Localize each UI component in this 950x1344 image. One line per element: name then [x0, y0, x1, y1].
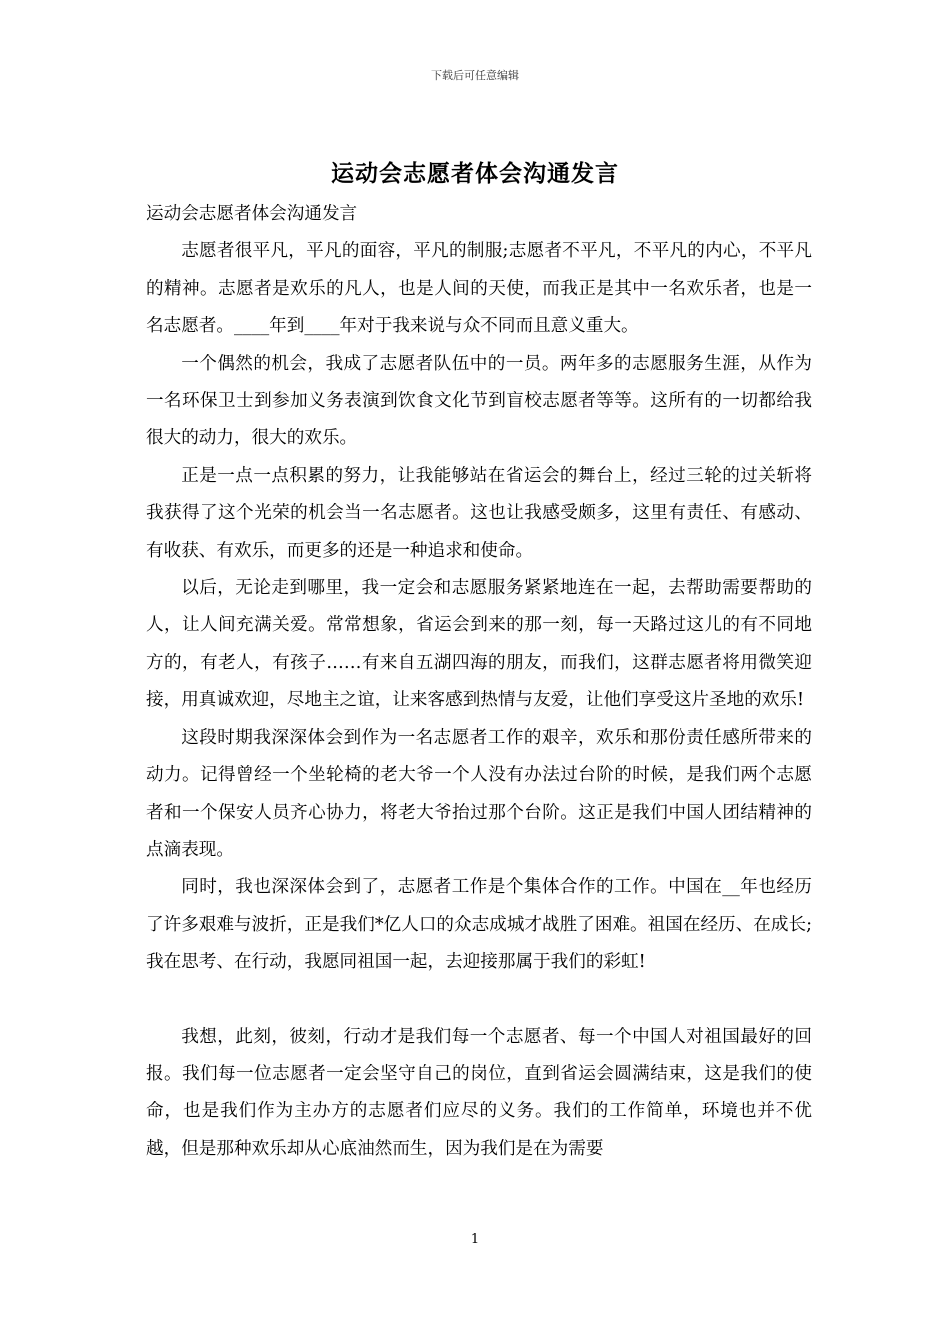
- paragraph: 我想，此刻，彼刻，行动才是我们每一个志愿者、每一个中国人对祖国最好的回报。我们每一位志愿者一定会坚守自己的岗位，直到省运会圆满结束，这是我们的使命，也是我们作为主办方的志愿者们应尽的义务。我们的工作简单，环境也并不优越，但是那种欢乐却从心底油然而生，因为我们是在为需要: [146, 1026, 812, 1159]
- document-title: 运动会志愿者体会沟通发言: [331, 160, 619, 187]
- document-body: [146, 196, 812, 1168]
- paragraph: 同时，我也深深体会到了，志愿者工作是个集体合作的工作。中国在__年也经历了许多艰难与波折，正是我们*亿人口的众志成城才战胜了困难。祖国在经历、在成长;我在思考、在行动，我愿同祖国一起，去迎接那属于我们的彩虹!: [146, 877, 812, 973]
- paragraph: 这段时期我深深体会到作为一名志愿者工作的艰辛，欢乐和那份责任感所带来的动力。记得曾经一个坐轮椅的老大爷一个人没有办法过台阶的时候，是我们两个志愿者和一个保安人员齐心协力，将老大爷抬过那个台阶。这正是我们中国人团结精神的点滴表现。: [146, 727, 812, 860]
- header-note: 下载后可任意编辑: [431, 69, 519, 82]
- paragraph: 正是一点一点积累的努力，让我能够站在省运会的舞台上，经过三轮的过关斩将我获得了这个光荣的机会当一名志愿者。这也让我感受颇多，这里有责任、有感动、有收获、有欢乐，而更多的还是一种追求和使命。: [146, 465, 812, 561]
- paragraph: 志愿者很平凡，平凡的面容，平凡的制服;志愿者不平凡，不平凡的内心，不平凡的精神。志愿者是欢乐的凡人，也是人间的天使，而我正是其中一名欢乐者，也是一名志愿者。____年到____年对于我来说与众不同而且意义重大。: [146, 241, 812, 337]
- paragraph: 以后，无论走到哪里，我一定会和志愿服务紧紧地连在一起，去帮助需要帮助的人，让人间充满关爱。常常想象，省运会到来的那一刻，每一天路过这儿的有不同地方的，有老人，有孩子……有来自五湖四海的朋友，而我们，这群志愿者将用微笑迎接，用真诚欢迎，尽地主之谊，让来客感到热情与友爱，让他们享受这片圣地的欢乐!: [146, 578, 812, 711]
- paragraph: 一个偶然的机会，我成了志愿者队伍中的一员。两年多的志愿服务生涯，从作为一名环保卫士到参加义务表演到饮食文化节到盲校志愿者等等。这所有的一切都给我很大的动力，很大的欢乐。: [146, 353, 812, 449]
- page-number: 1: [470, 1232, 480, 1247]
- document-subtitle: 运动会志愿者体会沟通发言: [146, 204, 358, 224]
